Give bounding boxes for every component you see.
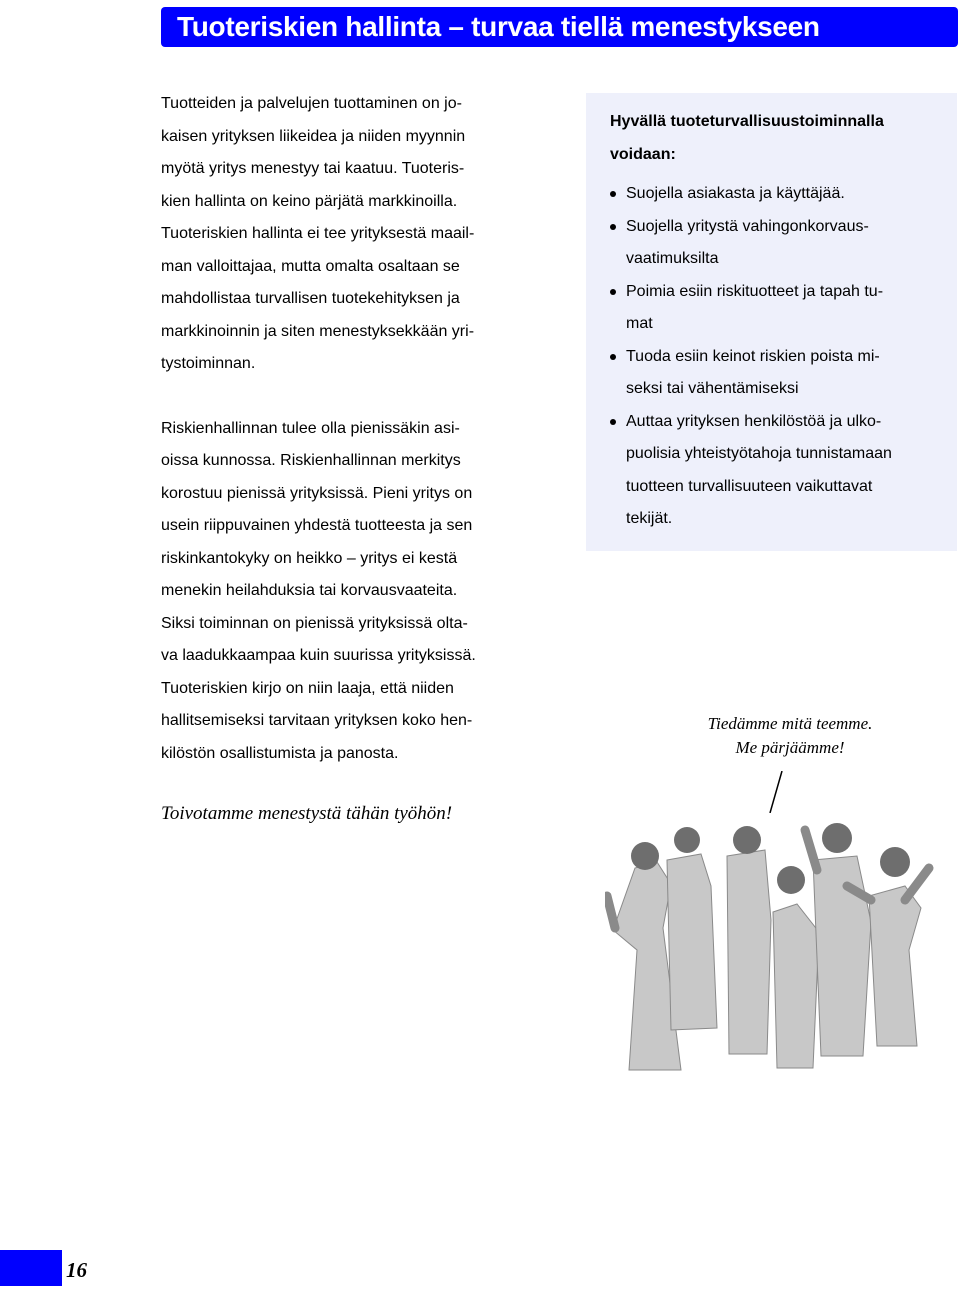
speech-line: Me pärjäämme! xyxy=(735,738,845,757)
item-line: Poimia esiin riskituotteet ja tapah tu- xyxy=(626,282,884,300)
bullet-icon xyxy=(610,224,616,230)
text-line: menekin heilahduksia tai korvausvaateita. xyxy=(161,582,458,599)
page-number: 16 xyxy=(66,1258,87,1282)
text-line: va laadukkaampaa kuin suurissa yrityksissä. xyxy=(161,647,476,664)
list-item xyxy=(610,276,950,341)
item-line: tekijät. xyxy=(626,510,673,527)
text-line: Siksi toiminnan on pienissä yrityksissä olta- xyxy=(161,614,468,632)
bullet-icon xyxy=(610,191,616,197)
item-line: puolisia yhteistyötahoja tunnistamaan xyxy=(626,445,892,462)
bullet-icon xyxy=(610,419,616,425)
closing-wish: Toivotamme menestystä tähän työhön! xyxy=(161,803,453,824)
text-line: markkinoinnin ja siten menestyksekkään yri- xyxy=(161,322,475,340)
text-line: tystoiminnan. xyxy=(161,355,256,372)
text-line: hallitsemiseksi tarvitaan yrityksen koko hen- xyxy=(161,712,473,729)
benefits-list xyxy=(610,178,950,536)
text-line: usein riippuvainen yhdestä tuotteesta ja sen xyxy=(161,517,473,534)
item-line: Suojella asiakasta ja käyttäjää. xyxy=(626,185,845,202)
title-line: voidaan: xyxy=(610,145,676,163)
text-line: oissa kunnossa. Riskienhallinnan merkitys xyxy=(161,452,461,469)
benefits-box xyxy=(586,93,957,551)
text-line: kaisen yrityksen liikeidea ja niiden myynnin xyxy=(161,127,466,145)
list-item xyxy=(610,211,950,276)
list-item xyxy=(610,406,950,536)
text-line: korostuu pienissä yrityksissä. Pieni yritys on xyxy=(161,484,473,502)
item-line: Auttaa yrityksen henkilöstöä ja ulko- xyxy=(626,412,882,430)
item-line: tuotteen turvallisuuteen vaikuttavat xyxy=(626,477,873,495)
main-text xyxy=(161,88,536,770)
item-line: Tuoda esiin keinot riskien poista mi- xyxy=(626,347,880,365)
page-number-marker xyxy=(0,1250,62,1286)
title-line: Hyvällä tuoteturvallisuustoiminnalla xyxy=(610,113,884,130)
text-line: mahdollistaa turvallisen tuotekehityksen ja xyxy=(161,290,460,307)
text-line: Tuotteiden ja palvelujen tuottaminen on jo- xyxy=(161,95,462,112)
item-line: seksi tai vähentämiseksi xyxy=(626,380,799,397)
bullet-icon xyxy=(610,289,616,295)
list-item xyxy=(610,178,950,211)
text-line: man valloittajaa, mutta omalta osaltaan se xyxy=(161,257,460,275)
group-photo xyxy=(605,800,957,1080)
text-line: kien hallinta on keino pärjätä markkinoilla. xyxy=(161,192,458,210)
text-line: Tuoteriskien hallinta ei tee yrityksestä maail- xyxy=(161,225,475,242)
item-line: Suojella yritystä vahingonkorvaus- xyxy=(626,217,869,235)
text-line: riskinkantokyky on heikko – yritys ei kestä xyxy=(161,549,458,567)
item-line: mat xyxy=(626,315,653,332)
intro-paragraph xyxy=(161,88,536,381)
text-line: myötä yritys menestyy tai kaatuu. Tuoteris- xyxy=(161,160,465,177)
speech-line: Tiedämme mitä teemme. xyxy=(707,714,873,733)
text-line: Tuoteriskien kirjo on niin laaja, että niiden xyxy=(161,679,454,697)
list-item xyxy=(610,341,950,406)
item-line: vaatimuksilta xyxy=(626,250,719,267)
text-line: kilöstön osallistumista ja panosta. xyxy=(161,744,399,762)
page-title: Tuoteriskien hallinta – turvaa tiellä menestykseen xyxy=(177,11,820,42)
title-banner xyxy=(161,7,958,47)
bullet-icon xyxy=(610,354,616,360)
benefits-title xyxy=(610,106,950,171)
paragraph-gap xyxy=(161,381,536,413)
text-line: Riskienhallinnan tulee olla pienissäkin asi- xyxy=(161,419,460,437)
speech-caption xyxy=(680,712,900,760)
risk-paragraph xyxy=(161,413,536,771)
